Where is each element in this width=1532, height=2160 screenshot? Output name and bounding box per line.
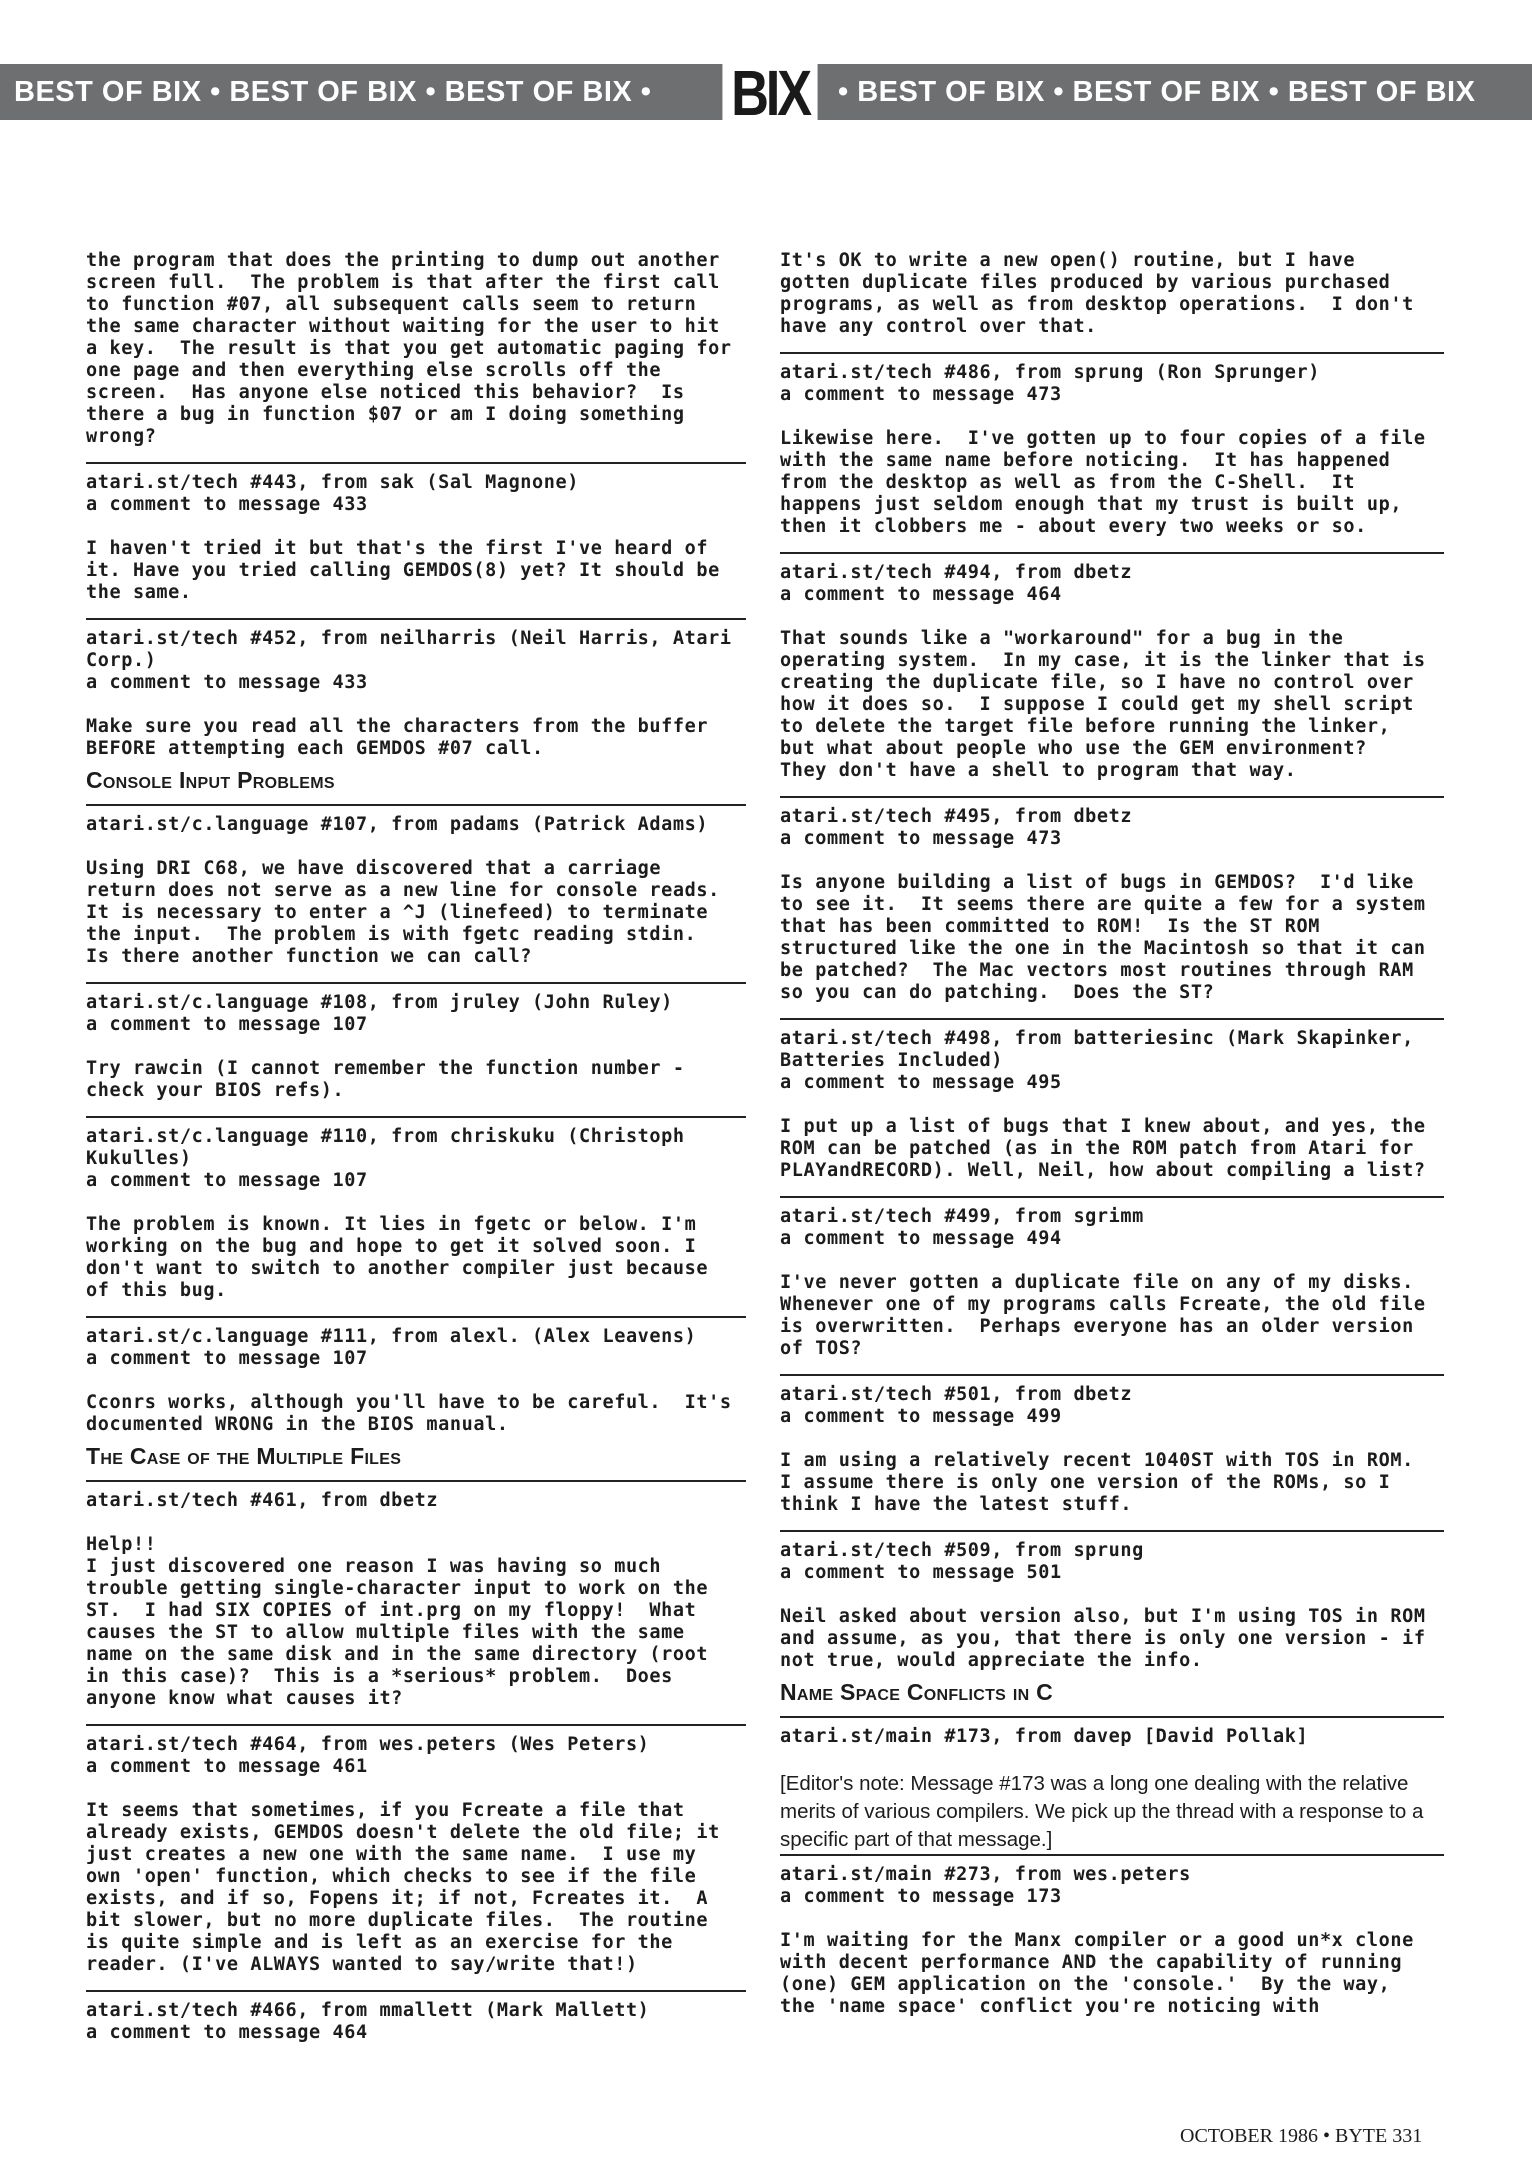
separator-gap xyxy=(780,338,1444,352)
page-footer: OCTOBER 1986 • BYTE 331 xyxy=(1180,2125,1423,2147)
message-header: atari.st/tech #443, from sak (Sal Magnone) a comment to message 433 xyxy=(86,462,746,516)
blank-line xyxy=(86,1370,746,1392)
message-header: atari.st/tech #461, from dbetz xyxy=(86,1480,746,1512)
editor-note: [Editor's note: Message #173 was a long one dealing with the relative merits of various compilers. We pick up the thread with a response to a specific part of that message.] xyxy=(780,1772,1424,1851)
separator-gap xyxy=(86,448,746,462)
message-header: atari.st/c.language #110, from chriskuku (Christoph Kukulles) a comment to message 107 xyxy=(86,1116,746,1192)
blank-line xyxy=(780,1748,1444,1770)
message-body: I put up a list of bugs that I knew about, and yes, the ROM can be patched (as in the ROM patch from Atari for PLAYandRECORD). Well, Neil, how about compiling a list? xyxy=(780,1116,1426,1181)
message-header: atari.st/tech #452, from neilharris (Neil Harris, Atari Corp.) a comment to message 433 xyxy=(86,618,746,694)
message-body: I've never gotten a duplicate file on any of my disks. Whenever one of my programs calls Fcreate, the old file is overwritten. Perhaps everyone has an older version of TOS? xyxy=(780,1272,1426,1359)
message-body: That sounds like a "workaround" for a bug in the operating system. In my case, it is the linker that is creating the duplicate file, so I have no control over how it does so. I suppose I could get my shell script to delete the target file before running the linker, but what about people who use the GEM environment? They don't have a shell to program that way. xyxy=(780,628,1426,781)
message-body: Cconrs works, although you'll have to be careful. It's documented WRONG in the BIOS manual. xyxy=(86,1392,732,1435)
message-body: Is anyone building a list of bugs in GEMDOS? I'd like to see it. It seems there are quite a few for a system that has been committed to ROM! Is the ST ROM structured like the one in the Macintosh so that it can be patched? The Mac vectors most routines through RAM so you can do patching. Does the ST? xyxy=(780,872,1426,1003)
blank-line xyxy=(780,606,1444,628)
separator-gap xyxy=(86,604,746,618)
blank-line xyxy=(780,1908,1444,1930)
message-body: Make sure you read all the characters from the buffer BEFORE attempting each GEMDOS #07 call. xyxy=(86,716,709,759)
message-header: atari.st/main #273, from wes.peters a comment to message 173 xyxy=(780,1854,1444,1908)
message-header: atari.st/tech #501, from dbetz a comment to message 499 xyxy=(780,1374,1444,1428)
message-body: Neil asked about version also, but I'm using TOS in ROM and assume, as you, that there is only one version - if not true, would appreciate the info. xyxy=(780,1606,1426,1671)
separator-gap xyxy=(86,1102,746,1116)
section-heading: Name Space Conflicts in C xyxy=(780,1679,1054,1705)
bix-logo: BIX xyxy=(722,62,817,120)
banner-right-text: • BEST OF BIX • BEST OF BIX • BEST OF BIX xyxy=(838,76,1476,108)
blank-line xyxy=(780,1094,1444,1116)
separator-gap xyxy=(86,1710,746,1724)
message-body: It seems that sometimes, if you Fcreate a file that already exists, GEMDOS doesn't delete the old file; it just creates a new one with the same name. I use my own 'open' function, which checks to see if the file exists, and if so, Fopens it; if not, Fcreates it. A bit slower, but no more duplicate files. The routine is quite simple and is left as an exercise for the reader. (I've ALWAYS wanted to say/write that!) xyxy=(86,1800,720,1975)
separator-gap xyxy=(86,968,746,982)
blank-line xyxy=(780,1584,1444,1606)
message-header: atari.st/c.language #111, from alexl. (Alex Leavens) a comment to message 107 xyxy=(86,1316,746,1370)
message-body: It's OK to write a new open() routine, but I have gotten duplicate files produced by various purchased programs, as well as from desktop operations. I don't have any control over that. xyxy=(780,250,1414,337)
message-body: Help!! I just discovered one reason I was having so much trouble getting single-character input to work on the ST. I had SIX COPIES of int.prg on my floppy! What causes the ST to allow multiple files with the same name on the same disk and in the same directory (root in this case)? This is a *serious* problem. Does anyone know what causes it? xyxy=(86,1534,709,1709)
separator-gap xyxy=(86,1976,746,1990)
banner-left-text: BEST OF BIX • BEST OF BIX • BEST OF BIX • xyxy=(14,76,652,108)
separator-gap xyxy=(86,1302,746,1316)
message-header: atari.st/c.language #108, from jruley (John Ruley) a comment to message 107 xyxy=(86,982,746,1036)
message-body: the program that does the printing to dump out another screen full. The problem is that after the first call to function #07, all subsequent calls seem to return the same character without waiting for the user to hit a key. The result is that you get automatic paging for one page and then everything else scrolls off the screen. Has anyone else noticed this behavior? Is there a bug in function $07 or am I doing something wrong? xyxy=(86,250,732,447)
message-body: Try rawcin (I cannot remember the function number - check your BIOS refs). xyxy=(86,1058,685,1101)
message-header: atari.st/c.language #107, from padams (Patrick Adams) xyxy=(86,804,746,836)
blank-line xyxy=(780,1428,1444,1450)
message-body: Using DRI C68, we have discovered that a carriage return does not serve as a new line for console reads. It is necessary to enter a ^J (linefeed) to terminate the input. The problem is with fgetc reading stdin. Is there another function we can call? xyxy=(86,858,720,967)
message-header: atari.st/tech #495, from dbetz a comment to message 473 xyxy=(780,796,1444,850)
separator-gap xyxy=(780,1360,1444,1374)
section-heading: The Case of the Multiple Files xyxy=(86,1443,402,1469)
section-heading: Console Input Problems xyxy=(86,767,335,793)
blank-line xyxy=(86,1036,746,1058)
blank-line xyxy=(86,1778,746,1800)
blank-line xyxy=(86,694,746,716)
message-body: I haven't tried it but that's the first I've heard of it. Have you tried calling GEMDOS(8) yet? It should be the same. xyxy=(86,538,720,603)
message-header: atari.st/tech #486, from sprung (Ron Sprunger) a comment to message 473 xyxy=(780,352,1444,406)
blank-line xyxy=(86,1192,746,1214)
message-header: atari.st/tech #464, from wes.peters (Wes Peters) a comment to message 461 xyxy=(86,1724,746,1778)
message-header: atari.st/tech #499, from sgrimm a comment to message 494 xyxy=(780,1196,1444,1250)
blank-line xyxy=(780,406,1444,428)
message-header: atari.st/main #173, from davep [David Pollak] xyxy=(780,1716,1444,1748)
separator-gap xyxy=(780,1004,1444,1018)
separator-gap xyxy=(780,782,1444,796)
message-body: The problem is known. It lies in fgetc or below. I'm working on the bug and hope to get it solved soon. I don't want to switch to another compiler just because of this bug. xyxy=(86,1214,709,1301)
blank-line xyxy=(86,516,746,538)
blank-line xyxy=(86,1512,746,1534)
message-header: atari.st/tech #509, from sprung a comment to message 501 xyxy=(780,1530,1444,1584)
blank-line xyxy=(780,850,1444,872)
separator-gap xyxy=(780,538,1444,552)
message-body: I'm waiting for the Manx compiler or a good un*x clone with decent performance AND the capability of running (one) GEM application on the 'console.' By the way, the 'name space' conflict you're noticing with xyxy=(780,1930,1414,2017)
left-column xyxy=(86,250,746,2044)
right-column xyxy=(780,250,1444,2018)
message-body: I am using a relatively recent 1040ST with TOS in ROM. I assume there is only one version of the ROMs, so I think I have the latest stuff. xyxy=(780,1450,1414,1515)
message-header: atari.st/tech #466, from mmallett (Mark Mallett) a comment to message 464 xyxy=(86,1990,746,2044)
message-header: atari.st/tech #494, from dbetz a comment to message 464 xyxy=(780,552,1444,606)
message-header: atari.st/tech #498, from batteriesinc (Mark Skapinker, Batteries Included) a comment to message 495 xyxy=(780,1018,1444,1094)
blank-line xyxy=(86,836,746,858)
message-body: Likewise here. I've gotten up to four copies of a file with the same name before noticing. It has happened from the desktop as well as from the C-Shell. It happens just seldom enough that my trust is built up, then it clobbers me - about every two weeks or so. xyxy=(780,428,1426,537)
blank-line xyxy=(780,1250,1444,1272)
separator-gap xyxy=(780,1516,1444,1530)
separator-gap xyxy=(780,1182,1444,1196)
